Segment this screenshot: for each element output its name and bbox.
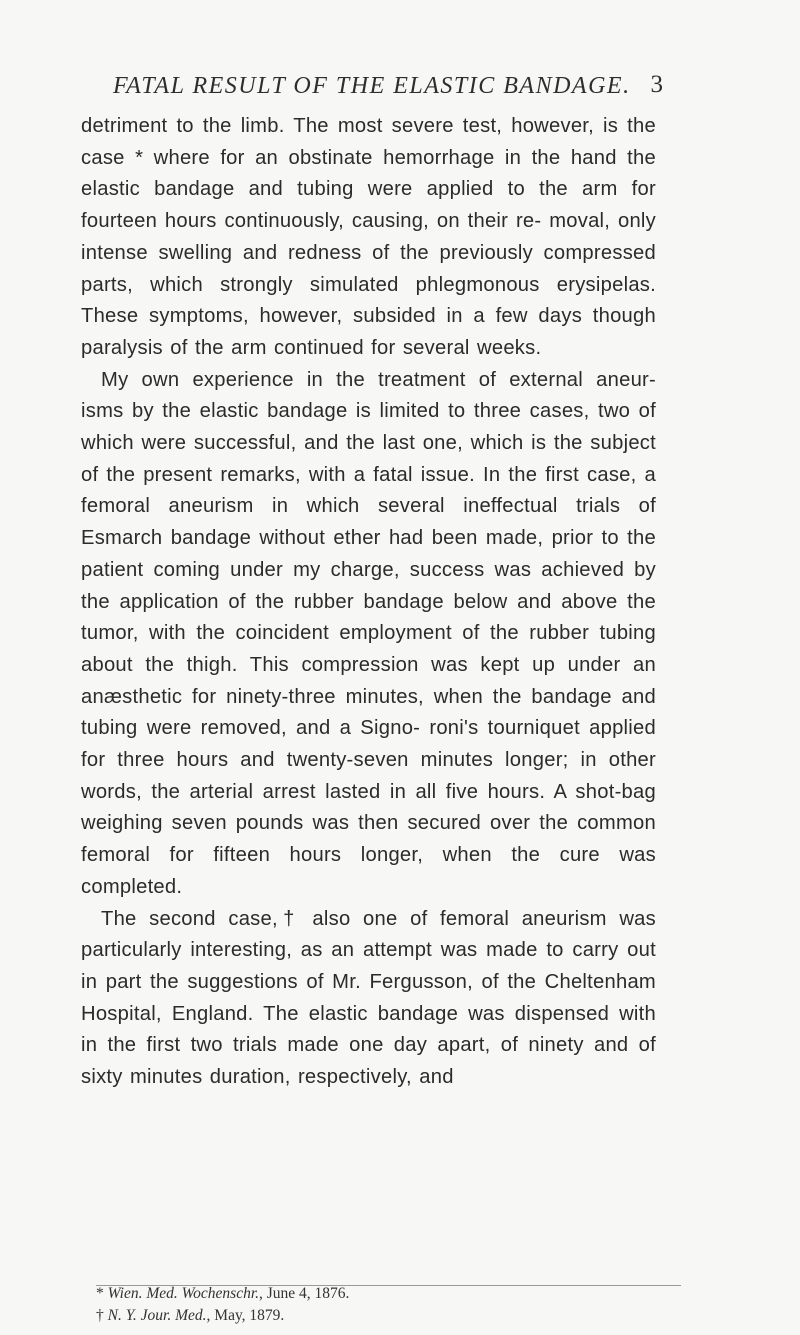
paragraph-experience: My own experience in the treatment of external aneur- isms by the elastic bandage is limited to three cases, two of which were successful, and the last one, which is the subject of the present remarks, with a fatal issue. In the first case, a femoral aneurism in which several ineffectual trials of Esmarch bandage without ether had been made, prior to the patient coming under my charge, success was achieved by the application of the rubber bandage below and above the tumor, with the coincident employment of the rubber tubing about the thigh. This compression was kept up under an anæsthetic for ninety-three minutes, when the bandage and tubing were removed, and a Signo- roni's tourniquet applied for three hours and twenty-seven minutes longer; in other words, the arterial arrest lasted in all five hours. A shot-bag weighing seven pounds was then secured over the common femoral for fifteen hours longer, when the cure was completed. bbox=[81, 368, 656, 898]
paragraph-continued: detriment to the limb. The most severe test, however, is the case * where for an obstinate hemorrhage in the hand the elastic bandage and tubing were applied to the arm for fourteen hours continuously, causing, on their re- moval, only intense swelling and redness of the previously compressed parts, which strongly simulated phlegmonous erysipelas. These symptoms, however, subsided in a few days though paralysis of the arm continued for several weeks. bbox=[81, 115, 656, 359]
footnotes bbox=[96, 1283, 656, 1327]
body-text bbox=[81, 111, 656, 1094]
running-head bbox=[113, 73, 663, 107]
footnote-2: † N. Y. Jour. Med., May, 1879. bbox=[96, 1307, 285, 1324]
footnote-detail: May, 1879. bbox=[214, 1307, 285, 1324]
footnote-source: Wien. Med. Wochenschr. bbox=[107, 1285, 260, 1302]
footnote-source: N. Y. Jour. Med. bbox=[107, 1307, 207, 1324]
running-title: FATAL RESULT OF THE ELASTIC BANDAGE. bbox=[113, 73, 631, 99]
footnote-mark: † bbox=[96, 1307, 104, 1324]
page-number: 3 bbox=[650, 71, 663, 98]
footnote-mark: * bbox=[96, 1285, 104, 1302]
footnote-1: * Wien. Med. Wochenschr., June 4, 1876. bbox=[96, 1285, 350, 1302]
footnote-detail: June 4, 1876. bbox=[266, 1285, 350, 1302]
paragraph-second-case: The second case,† also one of femoral aneurism was particularly interesting, as an attempt was made to carry out in part the suggestions of Mr. Fergusson, of the Cheltenham Hospital, England. The elastic bandage was dispensed with in the first two trials made one day apart, of ninety and of sixty minutes duration, respectively, and bbox=[81, 907, 656, 1089]
